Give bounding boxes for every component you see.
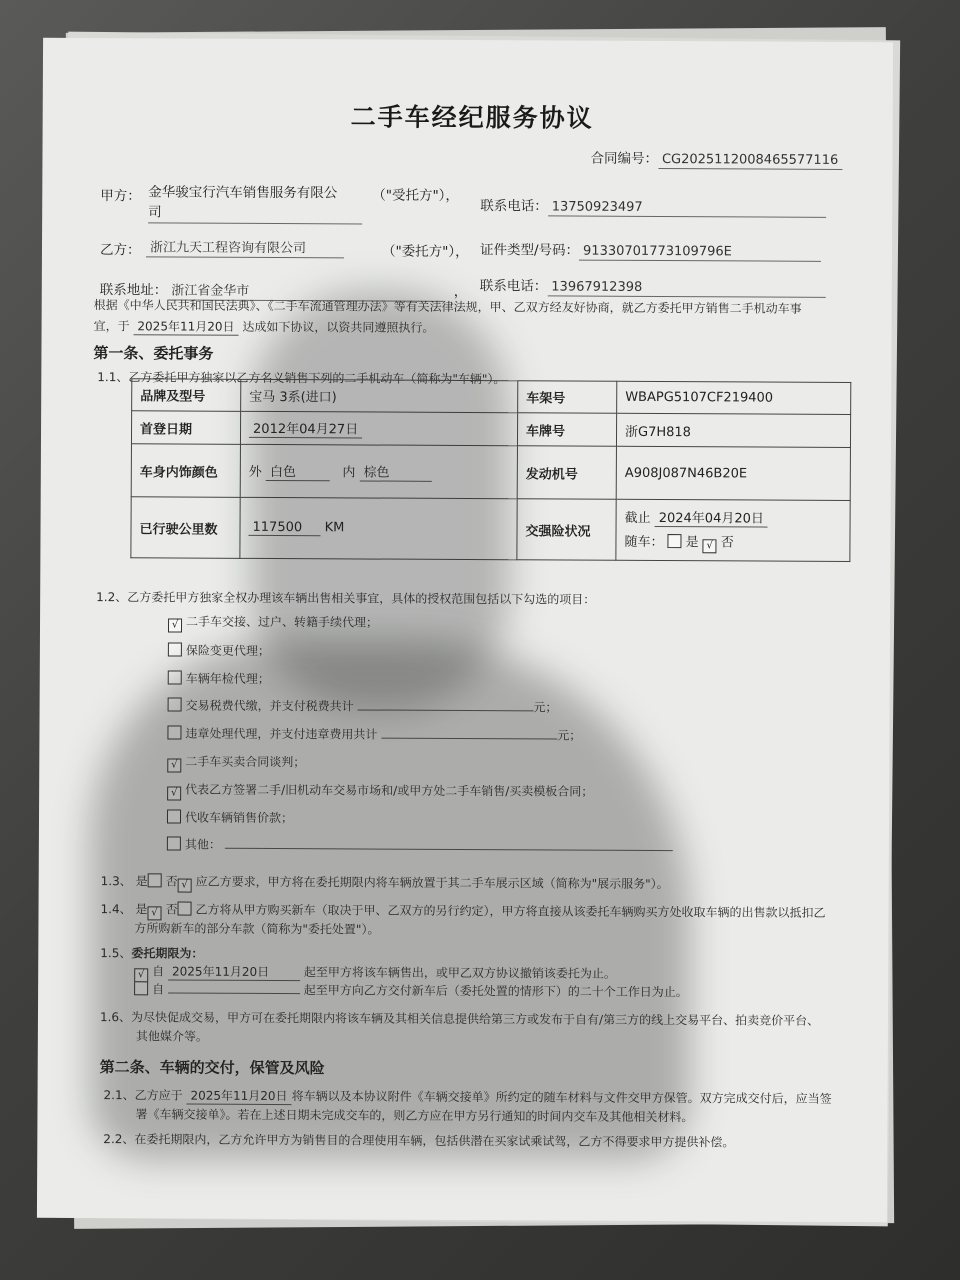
item-checkbox[interactable] — [168, 670, 182, 684]
clause-1-6-line2: 其他媒介等。 — [135, 1029, 208, 1044]
section2-title: 第二条、车辆的交付，保管及风险 — [99, 1058, 325, 1078]
brand-label: 品牌及型号 — [132, 379, 241, 412]
table-row — [131, 411, 850, 448]
follow-no-checkbox[interactable]: √ — [703, 539, 717, 553]
clause-2-1: 2.1、乙方应于 2025年11月20日 将车辆以及本协议附件《车辆交接单》所约定的随车材料与文件交甲方保管。双方完成交付后，应当签 — [103, 1088, 832, 1106]
exterior-color: 白色 — [266, 461, 330, 481]
reg-date-label: 首登日期 — [131, 411, 240, 445]
color-label: 车身内饰颜色 — [131, 444, 240, 498]
item-checkbox[interactable] — [168, 642, 182, 656]
authorization-item: 保险变更代理； — [168, 641, 270, 659]
table-row — [132, 379, 851, 415]
no-checkbox[interactable] — [177, 901, 191, 915]
clause-1-5: 1.5、委托期限为： — [100, 946, 204, 961]
other-field[interactable] — [225, 848, 673, 851]
follow-yes-checkbox[interactable] — [668, 534, 682, 548]
clause-1-3: 1.3、 是 否 √ 应乙方要求，甲方将在委托期限内将车辆放置于其二手车展示区域（简称为"展示服务"）。 — [100, 874, 669, 892]
reg-date-value: 2012年04月27日 — [249, 418, 362, 439]
clause-1-1: 1.1、乙方委托甲方独家以乙方名义销售下列的二手机动车（简称为"车辆"）。 — [97, 370, 506, 387]
party-b-id: 证件类型/号码： 91330701773109796E — [480, 238, 821, 262]
clause-1-6: 1.6、为尽快促成交易，甲方可在委托期限内将该车辆及其相关信息提供给第三方或发布于自有/第三方的线上交易平台、拍卖竞价平台、 — [99, 1010, 820, 1028]
authorization-item: 其他： — [167, 835, 673, 855]
clause-1-2: 1.2、乙方委托甲方独家全权办理该车辆出售相关事宜，具体的授权范围包括以下勾选的项目： — [96, 590, 596, 607]
authorization-item: 代收车辆销售价款； — [167, 808, 293, 826]
tax-amount-field[interactable] — [357, 709, 533, 711]
term-option-2: 自 起至甲方向乙方交付新车后（委托处置的情形下）的二十个工作日为止。 — [134, 980, 688, 1000]
clause-2-1-line2: 署《车辆交接单》。若在上述日期未完成交车的，则乙方应在甲方另行通知的时间内交车及其他相关材料。 — [135, 1107, 694, 1125]
item-checkbox[interactable]: √ — [167, 758, 181, 772]
party-a-role: （"受托方"）， — [372, 187, 459, 204]
preamble-line2: 宜，于 2025年11月20日 达成如下协议，以资共同遵照执行。 — [93, 319, 435, 335]
vin-label: 车架号 — [518, 381, 617, 414]
table-row — [131, 444, 850, 501]
item-checkbox[interactable] — [167, 725, 181, 739]
party-b-label: 乙方： — [99, 242, 141, 259]
party-a-name: 金华骏宝行汽车销售服务有限公 司 — [148, 182, 362, 224]
clause-2-2: 2.2、在委托期限内，乙方允许甲方为销售目的合理使用车辆，包括供潜在买家试乘试驾，乙方不得要求甲方提供补偿。 — [103, 1132, 735, 1150]
authorization-item: √ 二手车交接、过户、转籍手续代理； — [168, 612, 378, 633]
mileage-label: 已行驶公里数 — [131, 497, 240, 559]
violation-amount-field[interactable] — [381, 738, 557, 740]
brand-value: 宝马 3系(进口) — [241, 379, 518, 412]
term-start-date: 2025年11月20日 — [168, 962, 300, 981]
mileage-cell: 117500 KM — [240, 497, 517, 559]
item-checkbox[interactable] — [168, 697, 182, 711]
insurance-date: 2024年04月20日 — [655, 507, 768, 528]
engine-label: 发动机号 — [517, 446, 616, 500]
clause-1-4: 1.4、 是 √ 否 乙方将从甲方购买新车（取决于甲、乙双方的另行约定），甲方将直接从该委托车辆购买方处收取车辆的出售款以抵扣乙 — [100, 902, 826, 920]
clause-1-4-line2: 方所购新车的部分车款（简称为"委托处置"）。 — [134, 921, 380, 937]
term-checkbox[interactable]: √ — [134, 968, 148, 982]
interior-color: 棕色 — [359, 461, 431, 481]
term-start-date-blank[interactable] — [168, 992, 300, 994]
insurance-label: 交强险状况 — [517, 499, 616, 561]
authorization-item: 车辆年检代理； — [168, 669, 270, 687]
yes-checkbox[interactable] — [148, 873, 162, 887]
yes-checkbox[interactable]: √ — [147, 906, 161, 920]
preamble-line1: 根据《中华人民共和国民法典》、《二手车流通管理办法》等有关法律法规，甲、乙双方经友好协商，就乙方委托甲方销售二手机动车事 — [93, 298, 802, 316]
item-checkbox[interactable] — [167, 836, 181, 850]
party-b-name: 浙江九天工程咨询有限公司 — [146, 236, 344, 258]
party-b-role: （"委托方"）， — [381, 243, 469, 261]
authorization-item: √ 二手车买卖合同谈判； — [167, 752, 305, 773]
party-a-phone: 联系电话： 13750923497 — [480, 194, 826, 218]
vehicle-table — [130, 378, 851, 562]
item-checkbox[interactable]: √ — [167, 786, 181, 800]
authorization-item: 违章处理代理，并支付违章费用共计 元； — [167, 724, 581, 743]
mileage-value: 117500 — [248, 520, 320, 536]
contact-phone: 联系电话： 13967912398 — [480, 274, 826, 298]
term-option-1: √ 自 2025年11月20日 起至甲方将该车辆售出，或甲乙双方协议撤销该委托为止。 — [134, 962, 616, 985]
contact-comma: ， — [453, 283, 468, 301]
contact-address: 联系地址： 浙江省金华市 — [100, 278, 444, 302]
authorization-item: √ 代表乙方签署二手/旧机动车交易市场和/或甲方处二手车销售/买卖模板合同； — [167, 780, 593, 802]
item-checkbox[interactable] — [167, 809, 181, 823]
no-checkbox[interactable]: √ — [178, 878, 192, 892]
engine-value: A908J087N46B20E — [616, 446, 850, 500]
contract-number: 合同编号： CG2025112008465577116 — [590, 147, 842, 168]
section1-title: 第一条、委托事务 — [93, 344, 214, 363]
authorization-item: 交易税费代缴，并支付税费共计 元； — [168, 696, 558, 715]
contract-page — [37, 38, 893, 1222]
plate-value: 浙G7H818 — [616, 413, 850, 447]
table-row — [131, 497, 850, 562]
vin-value: WBAPG5107CF219400 — [617, 381, 851, 414]
delivery-date: 2025年11月20日 — [186, 1087, 291, 1106]
term-checkbox[interactable] — [134, 981, 148, 995]
plate-label: 车牌号 — [517, 413, 616, 447]
party-a-label: 甲方： — [100, 188, 141, 205]
insurance-cell: 截止 2024年04月20日 随车： 是 √ 否 — [616, 499, 850, 561]
color-cell: 外 白色 内 棕色 — [240, 444, 517, 498]
document-title: 二手车经纪服务协议 — [350, 102, 594, 133]
item-checkbox[interactable]: √ — [168, 618, 182, 632]
reg-date-cell — [240, 411, 517, 445]
